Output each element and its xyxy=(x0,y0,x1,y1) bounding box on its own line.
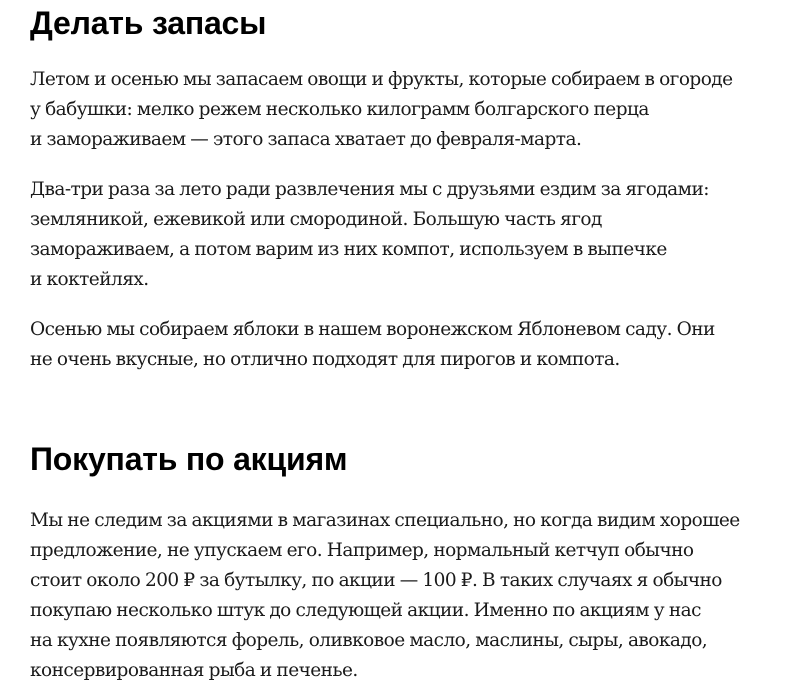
paragraph-line: замораживаем, а потом варим из них компот, используем в выпечке xyxy=(30,239,667,260)
paragraph-line: Мы не следим за акциями в магазинах специально, но когда видим хорошее xyxy=(30,510,740,531)
section-heading-discounts: Покупать по акциям xyxy=(30,441,348,477)
paragraph-discounts xyxy=(30,506,770,686)
paragraph-vegetables xyxy=(30,65,770,155)
paragraph-line: на кухне появляются форель, оливковое масло, маслины, сыры, авокадо, xyxy=(30,630,708,651)
paragraph-line: Летом и осенью мы запасаем овощи и фрукты, которые собираем в огороде xyxy=(30,69,733,90)
paragraph-apples xyxy=(30,315,770,375)
paragraph-line: консервированная рыба и печенье. xyxy=(30,660,358,681)
paragraph-line: Осенью мы собираем яблоки в нашем воронежском Яблоневом саду. Они xyxy=(30,319,715,340)
paragraph-berries xyxy=(30,175,770,295)
paragraph-line: и замораживаем — этого запаса хватает до февраля-марта. xyxy=(30,129,582,150)
paragraph-line: у бабушки: мелко режем несколько килограмм болгарского перца xyxy=(30,99,649,120)
paragraph-line: покупаю несколько штук до следующей акции. Именно по акциям у нас xyxy=(30,600,701,621)
section-heading-stockpiling: Делать запасы xyxy=(30,5,267,41)
paragraph-line: и коктейлях. xyxy=(30,269,149,290)
paragraph-line: стоит около 200 ₽ за бутылку, по акции — 100 ₽. В таких случаях я обычно xyxy=(30,570,722,591)
article-body xyxy=(30,0,770,686)
paragraph-line: земляникой, ежевикой или смородиной. Большую часть ягод xyxy=(30,209,602,230)
paragraph-line: не очень вкусные, но отлично подходят для пирогов и компота. xyxy=(30,349,620,370)
paragraph-line: Два-три раза за лето ради развлечения мы с друзьями ездим за ягодами: xyxy=(30,179,709,200)
paragraph-line: предложение, не упускаем его. Например, нормальный кетчуп обычно xyxy=(30,540,694,561)
